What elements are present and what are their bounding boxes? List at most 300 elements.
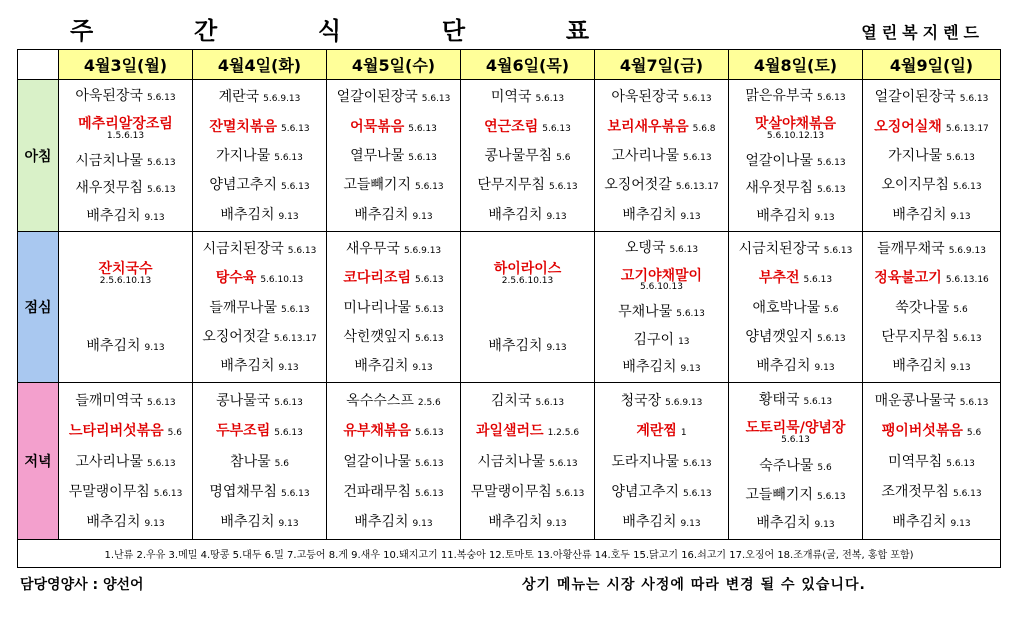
menu-item: [461, 260, 594, 286]
weekly-menu-table: [17, 49, 1001, 568]
allergen-codes: 5.6.13: [414, 428, 444, 439]
menu-item: [461, 176, 594, 193]
menu-item: [327, 392, 460, 409]
dish-name: 가지나물: [216, 148, 271, 165]
menu-item-line: [618, 303, 705, 320]
allergen-codes: 5.6.13: [803, 396, 833, 407]
allergen-codes: 5.6.13: [146, 397, 176, 408]
dish-name: 배추김치: [892, 206, 947, 223]
allergen-codes: 5.6.13: [952, 182, 982, 193]
allergen-codes: 9.13: [680, 211, 701, 222]
allergen-codes: 9.13: [680, 363, 701, 374]
menu-item: [461, 483, 594, 500]
menu-item: [193, 147, 326, 164]
menu-item-line: [86, 337, 164, 354]
menu-item-line: [611, 147, 711, 164]
menu-item-line: [756, 357, 834, 374]
dish-name: 배추김치: [892, 514, 947, 531]
dish-name: 배추김치: [354, 357, 409, 374]
dish-name: 탕수육: [215, 270, 257, 287]
menu-cell: [595, 80, 729, 232]
menu-item-list: [863, 232, 1000, 382]
allergen-codes: 5.6.9.13: [665, 397, 703, 408]
allergen-codes: 1: [680, 428, 687, 439]
allergen-codes: 5.6.13: [781, 435, 810, 446]
menu-item: [193, 176, 326, 193]
dish-name: 배추김치: [622, 206, 677, 223]
dish-name: 배추김치: [892, 357, 947, 374]
meal-label: 저녁: [18, 383, 59, 540]
menu-item: [595, 422, 728, 439]
menu-item: [461, 453, 594, 470]
title-char: 주: [70, 16, 95, 45]
menu-item: [863, 88, 1000, 105]
menu-item-line: [621, 392, 703, 409]
allergen-codes: 5.6: [817, 463, 832, 474]
menu-item: [595, 483, 728, 500]
dish-name: 얼갈이된장국: [874, 89, 956, 106]
menu-item-line: [75, 179, 175, 196]
allergen-codes: 5.6.13: [414, 333, 444, 344]
allergen-codes: 5.6.13: [676, 309, 705, 320]
menu-item: [327, 299, 460, 316]
menu-item: [461, 392, 594, 409]
menu-item: [327, 513, 460, 530]
dish-name: 배추김치: [220, 357, 275, 374]
menu-item: [327, 328, 460, 345]
menu-item: [59, 453, 192, 470]
menu-item-line: [350, 118, 437, 135]
dish-name: 메추리알장조림: [78, 115, 173, 132]
meal-row: [18, 232, 1001, 383]
menu-item-list: [461, 80, 594, 231]
allergen-codes: 2.5.6.10.13: [501, 275, 554, 286]
menu-cell: [59, 383, 193, 540]
dish-name: 배추김치: [86, 338, 141, 355]
menu-item: [193, 483, 326, 500]
menu-item-line: [471, 483, 585, 500]
menu-item-line: [216, 269, 304, 286]
menu-cell: [729, 383, 863, 540]
allergen-codes: 2.5.6: [417, 397, 441, 408]
allergen-codes: 5.6.13: [959, 397, 989, 408]
menu-item-line: [343, 483, 443, 500]
allergen-codes: 5.6.13: [414, 458, 444, 469]
dish-name: 시금치된장국: [738, 241, 820, 258]
menu-item-line: [209, 118, 309, 135]
dish-name: 들깨미역국: [75, 392, 143, 409]
dish-name: 고들빼기지: [745, 486, 813, 503]
menu-item: [729, 457, 862, 474]
menu-item: [461, 513, 594, 530]
dietitian-label: 담당영양사 : 양선어: [20, 577, 144, 593]
menu-cell: [327, 232, 461, 383]
menu-item-line: [625, 239, 698, 256]
dish-name: 청국장: [620, 392, 662, 409]
menu-cell: [461, 232, 595, 383]
menu-item-line: [86, 207, 164, 224]
menu-item-line: [209, 483, 309, 500]
menu-item-line: [346, 240, 441, 257]
menu-item: [863, 176, 1000, 193]
allergen-codes: 5.6.9.13: [263, 94, 301, 105]
menu-cell: [595, 383, 729, 540]
menu-item-line: [494, 260, 562, 277]
menu-item: [59, 483, 192, 500]
menu-item-line: [756, 514, 834, 531]
allergen-codes: 5.6: [953, 304, 968, 315]
day-header: 4월4일(화): [193, 50, 327, 80]
dish-name: 건파래무침: [343, 483, 411, 500]
menu-item: [327, 176, 460, 193]
menu-item-line: [350, 147, 437, 164]
dish-name: 유부채볶음: [343, 423, 411, 440]
dish-name: 잔멸치볶음: [209, 118, 277, 135]
menu-item-line: [219, 88, 301, 105]
menu-item-list: [461, 232, 594, 382]
menu-item-line: [69, 422, 182, 439]
menu-item-line: [484, 118, 571, 135]
dish-name: 아욱된장국: [611, 89, 679, 106]
menu-item: [729, 115, 862, 141]
allergen-legend: 1.난류 2.우유 3.메밀 4.땅콩 5.대두 6.밀 7.고등어 8.게 9.새우 10.돼지고기 11.복숭아 12.토마토 13.아황산류 14.호두 15.닭고기 16.쇠고기 17.오징어 18.조개류(굴, 전복, 홍합 포함): [18, 540, 1001, 568]
dish-name: 무채나물: [618, 304, 673, 321]
menu-item-line: [607, 118, 715, 135]
allergen-codes: 5.6.13.16: [945, 275, 989, 286]
menu-item: [461, 88, 594, 105]
menu-item: [729, 486, 862, 503]
menu-item: [595, 453, 728, 470]
menu-item: [193, 328, 326, 345]
allergen-codes: 9.13: [814, 212, 835, 223]
allergen-codes: 5.6.13: [414, 304, 444, 315]
menu-item-line: [874, 269, 989, 286]
dish-name: 조개젓무침: [881, 483, 949, 500]
dish-name: 미나리나물: [343, 299, 411, 316]
menu-item: [863, 118, 1000, 135]
menu-item: [729, 299, 862, 316]
menu-item-line: [477, 176, 577, 193]
dish-name: 콩나물국: [216, 392, 271, 409]
allergen-codes: 9.13: [950, 211, 971, 222]
dish-name: 단무지무침: [881, 328, 949, 345]
allergen-codes: 5.6.10.13: [640, 282, 683, 293]
menu-item: [595, 303, 728, 320]
menu-item-line: [636, 422, 686, 439]
dish-name: 오이지무침: [881, 177, 949, 194]
allergen-codes: 5.6.13: [952, 488, 982, 499]
allergen-codes: 5.6: [966, 428, 982, 439]
menu-item: [595, 176, 728, 193]
menu-item-line: [216, 392, 303, 409]
allergen-codes: 5.6.10.13: [260, 275, 304, 286]
dish-name: 맑은유부국: [745, 88, 813, 105]
menu-item: [327, 147, 460, 164]
menu-item-line: [476, 422, 579, 439]
menu-item: [729, 269, 862, 286]
dish-name: 고들빼기지: [343, 177, 411, 194]
allergen-codes: 5.6.13: [421, 94, 451, 105]
allergen-codes: 5.6.13: [153, 488, 183, 499]
allergen-codes: 5.6.13: [414, 182, 444, 193]
menu-item-line: [488, 206, 566, 223]
menu-cell: [863, 80, 1001, 232]
menu-item: [595, 239, 728, 256]
menu-item-line: [485, 147, 571, 164]
menu-item: [193, 88, 326, 105]
menu-item-line: [875, 392, 989, 409]
title-char: 표: [565, 16, 590, 45]
dish-name: 오징어젓갈: [202, 328, 270, 345]
allergen-codes: 9.13: [278, 362, 299, 373]
day-header: 4월8일(토): [729, 50, 863, 80]
menu-item: [863, 240, 1000, 257]
dish-name: 배추김치: [220, 514, 275, 531]
dish-name: 잔치국수: [98, 260, 153, 277]
menu-item: [327, 357, 460, 374]
menu-item: [59, 207, 192, 224]
menu-item: [729, 357, 862, 374]
menu-cell: [729, 232, 863, 383]
dish-name: 연근조림: [484, 118, 539, 135]
menu-item-line: [759, 269, 832, 286]
menu-item: [729, 391, 862, 408]
dish-name: 무말랭이무침: [68, 483, 150, 500]
menu-item: [863, 392, 1000, 409]
menu-item: [59, 179, 192, 196]
menu-item-line: [354, 357, 432, 374]
dish-name: 무말랭이무침: [470, 483, 552, 500]
menu-item-line: [488, 513, 566, 530]
menu-item: [729, 514, 862, 531]
allergen-codes: 5.6.8: [692, 123, 716, 134]
allergen-codes: 9.13: [546, 211, 567, 222]
allergen-codes: 5.6.13: [816, 157, 846, 168]
menu-item: [59, 260, 192, 286]
menu-item: [193, 422, 326, 439]
menu-item: [863, 453, 1000, 470]
menu-item: [461, 422, 594, 439]
menu-item-line: [343, 422, 443, 439]
menu-cell: [327, 80, 461, 232]
menu-item: [193, 513, 326, 530]
dish-name: 팽이버섯볶음: [881, 423, 963, 440]
day-header: 4월3일(월): [59, 50, 193, 80]
dish-name: 시금치나물: [477, 453, 545, 470]
allergen-codes: 5.6.13: [408, 153, 437, 164]
menu-item-list: [193, 232, 326, 382]
dish-name: 미역무침: [888, 453, 943, 470]
menu-item: [193, 118, 326, 135]
menu-item-line: [756, 207, 834, 224]
allergen-codes: 5.6.13.17: [945, 123, 989, 134]
dish-name: 양념고추지: [209, 177, 277, 194]
dish-name: 느타리버섯볶음: [69, 423, 164, 440]
allergen-codes: 5.6.13: [280, 304, 310, 315]
dish-name: 배추김치: [488, 206, 543, 223]
dish-name: 오징어젓갈: [604, 177, 672, 194]
menu-item: [193, 206, 326, 223]
menu-item: [863, 483, 1000, 500]
dish-name: 참나물: [230, 453, 271, 470]
menu-item: [193, 392, 326, 409]
allergen-codes: 5.6.13.17: [675, 182, 719, 193]
allergen-codes: 5.6.13: [274, 153, 303, 164]
menu-item-line: [346, 392, 441, 409]
menu-item-line: [343, 299, 443, 316]
menu-item: [327, 88, 460, 105]
dish-name: 숙주나물: [759, 458, 814, 475]
menu-item: [729, 179, 862, 196]
dish-name: 얼갈이된장국: [336, 89, 418, 106]
allergen-codes: 9.13: [144, 519, 165, 530]
menu-item: [461, 337, 594, 354]
title-char: 단: [441, 16, 467, 45]
menu-item-line: [611, 453, 711, 470]
menu-item-line: [888, 147, 975, 164]
menu-item-line: [202, 328, 317, 345]
menu-item-line: [220, 357, 298, 374]
allergen-codes: 5.6.13: [946, 458, 975, 469]
dish-name: 계란찜: [636, 423, 677, 440]
allergen-codes: 5.6.13: [946, 153, 975, 164]
allergen-codes: 5.6.13: [548, 182, 578, 193]
allergen-codes: 9.13: [144, 343, 165, 354]
dish-name: 도라지나물: [611, 453, 679, 470]
allergen-codes: 5.6: [167, 428, 182, 439]
dish-name: 김구이: [633, 331, 675, 348]
menu-item-list: [461, 383, 594, 539]
menu-cell: [461, 80, 595, 232]
menu-item-line: [220, 513, 298, 530]
menu-item-line: [621, 267, 702, 284]
dish-name: 배추김치: [622, 358, 677, 375]
dish-name: 배추김치: [756, 207, 811, 224]
allergen-codes: 9.13: [278, 519, 299, 530]
menu-item-line: [745, 486, 845, 503]
dish-name: 두부조림: [216, 423, 271, 440]
day-header: 4월7일(금): [595, 50, 729, 80]
menu-cell: [59, 232, 193, 383]
menu-item-line: [337, 88, 451, 105]
menu-item-line: [633, 331, 689, 348]
menu-item: [193, 269, 326, 286]
menu-item-list: [595, 383, 728, 539]
allergen-codes: 5.6.13: [274, 397, 303, 408]
dish-name: 들깨무나물: [209, 299, 277, 316]
menu-cell: [193, 232, 327, 383]
dish-name: 열무나물: [350, 148, 405, 165]
menu-item-list: [59, 80, 192, 231]
dish-name: 쑥갓나물: [895, 299, 950, 316]
menu-item: [863, 299, 1000, 316]
allergen-codes: 5.6.13: [682, 94, 712, 105]
allergen-codes: 5.6.13: [146, 157, 176, 168]
allergen-codes: 5.6.13: [682, 153, 712, 164]
allergen-codes: 9.13: [680, 519, 701, 530]
menu-item: [863, 513, 1000, 530]
menu-item: [461, 118, 594, 135]
dish-name: 어묵볶음: [350, 118, 405, 135]
menu-item: [729, 207, 862, 224]
allergen-codes: 2.5.6.10.13: [99, 275, 152, 286]
allergen-codes: 9.13: [814, 362, 835, 373]
dish-name: 얼갈이나물: [745, 152, 813, 169]
dish-name: 고기야채말이: [620, 267, 703, 284]
menu-item-line: [209, 299, 309, 316]
menu-item: [193, 357, 326, 374]
allergen-codes: 5.6.13: [280, 182, 310, 193]
menu-item-line: [611, 88, 711, 105]
menu-item: [863, 269, 1000, 286]
menu-item-line: [230, 453, 289, 470]
allergen-codes: 5.6.13: [952, 333, 982, 344]
dish-name: 계란국: [218, 89, 260, 106]
menu-item: [327, 206, 460, 223]
dish-name: 시금치나물: [75, 152, 143, 169]
dish-name: 얼갈이나물: [343, 453, 411, 470]
allergen-codes: 5.6.13: [408, 123, 437, 134]
menu-item-list: [193, 80, 326, 231]
menu-cell: [863, 383, 1001, 540]
allergen-codes: 9.13: [144, 212, 165, 223]
menu-item-line: [75, 453, 175, 470]
allergen-codes: 5.6: [556, 153, 571, 164]
allergen-codes: 9.13: [814, 520, 835, 531]
menu-item: [327, 483, 460, 500]
menu-item-line: [78, 115, 173, 132]
allergen-codes: 9.13: [412, 362, 433, 373]
allergen-codes: 5.6: [274, 458, 289, 469]
menu-item: [461, 147, 594, 164]
organization-name: 열린복지렌드: [861, 23, 984, 42]
menu-item: [729, 328, 862, 345]
allergen-codes: 5.6.13: [287, 246, 317, 257]
menu-item: [193, 240, 326, 257]
menu-item-line: [875, 88, 989, 105]
menu-cell: [193, 80, 327, 232]
allergen-codes: 5.6.9.13: [403, 246, 442, 257]
dish-name: 하이라이스: [493, 260, 562, 277]
menu-cell: [327, 383, 461, 540]
menu-item: [729, 419, 862, 445]
menu-item-line: [745, 179, 845, 196]
menu-item-line: [746, 419, 846, 436]
dish-name: 애호박나물: [752, 299, 821, 316]
menu-item: [461, 206, 594, 223]
menu-item: [327, 240, 460, 257]
menu-item-line: [622, 513, 700, 530]
day-header: 4월6일(목): [461, 50, 595, 80]
dish-name: 콩나물무침: [484, 148, 553, 165]
menu-item-line: [343, 328, 443, 345]
menu-item-line: [220, 206, 298, 223]
menu-item-line: [86, 513, 164, 530]
menu-item-list: [595, 80, 728, 231]
menu-item-list: [327, 232, 460, 382]
menu-item-list: [863, 80, 1000, 231]
corner-cell: [18, 50, 59, 80]
menu-item-line: [622, 358, 700, 375]
legend-row: [18, 540, 1001, 568]
meal-row: [18, 383, 1001, 540]
dish-name: 양념깻잎지: [745, 328, 813, 345]
menu-item: [595, 88, 728, 105]
dish-name: 옥수수스프: [346, 392, 414, 409]
menu-item: [863, 147, 1000, 164]
dish-name: 단무지무침: [477, 177, 545, 194]
menu-item-line: [877, 240, 986, 257]
